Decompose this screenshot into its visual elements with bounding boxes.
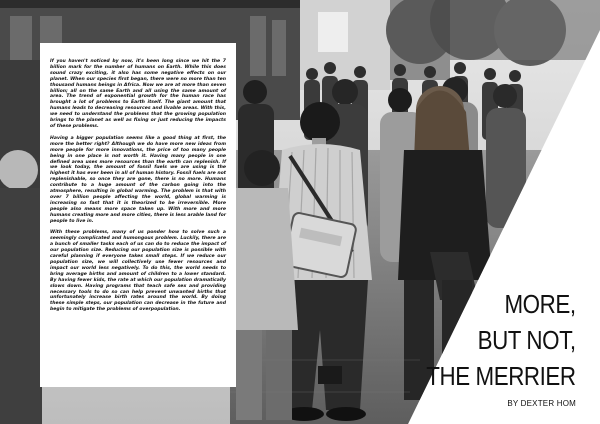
- headline-line-3: THE MERRIER: [426, 361, 576, 391]
- headline-line-2: BUT NOT,: [477, 325, 576, 355]
- author-byline: BY DEXTER HOM: [507, 399, 576, 408]
- article-paragraph-2: Having a bigger population seems like a good thing at first, the more the better right? Although we do have more new ideas from more people for more innovations, the price of too many people being in one place is not worth it. Having many people in one defined area uses more resources than the earth can replenish. If we look today, the amount of fossil fuels we are using is the highest it has ever been in all of human history. Fossil fuels are not replenishable, so once they are gone, there is no more. Humans contribute to a huge amount of the carbon going into the atmosphere, resulting in global warming. The problem is that with over 7 billion people affecting the world, global warming is increasing so fast that it is theorized to be irreversible. More people also means more space taken up. With more and more humans creating more and more cities, there is less arable land for people to live in.: [50, 135, 226, 224]
- article-paragraph-3: With these problems, many of us ponder how to solve such a seemingly complicated and humongous problem. Luckily, there are a bunch of smaller tasks each of us can do to reduce the impact of our population size. Reducing our population size is possible with careful planning if everyone takes small steps. If we reduce our population size, we will collectively use fewer resources and impact our world less negatively. To do this, the world needs to bring average births and amount of children to a lower standard. By having fewer kids, the rate at which our population dramatically slows down. Having programs that teach safe sex and providing necessary tools to do so can help prevent unwanted births that unfortunately increase birth rates around the world. By doing these simple steps, our population can decrease in the future and begin to mitigate the problems of overpopulation.: [50, 230, 226, 313]
- article-text-panel: [40, 43, 236, 387]
- article-headline: [427, 286, 576, 394]
- article-paragraph-1: If you haven't noticed by now, it's been long since we hit the 7 billion mark for the number of humans on Earth. While this does sound crazy exciting, it also has some negative effects on our planet. When our species first began, there were no more than ten thousand humans beings in Africa. Now we are at more than seven billion; all on the same Earth and all using the same amount of area. The trend of exponential growth for the human race has brought a lot of problems to Earth itself. The giant amount that humans leads to decreasing resources and livable areas. With this, we need to understand the problems that the growing population brings to the planet as well as fixing or just reducing the impacts of these problems.: [50, 59, 226, 129]
- headline-line-1: MORE,: [504, 289, 576, 319]
